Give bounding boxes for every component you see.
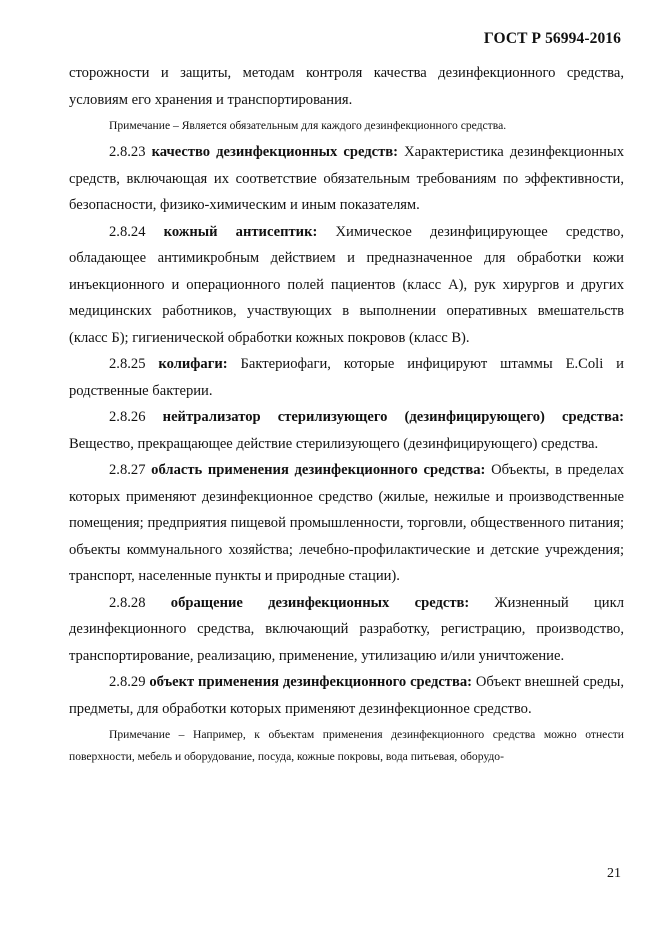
term-number: 2.8.29 [109,674,150,690]
term-entry [69,351,624,404]
term-name: обращение дезинфекционных средств: [170,594,470,611]
note: Примечание – Например, к объектам применения дезинфекционного средства можно отнести поверхности, мебель и оборудование, посуда, кожные покровы, вода питьевая, оборудо- [69,728,624,763]
term-entry [69,404,624,457]
paragraph-continuation: сторожности и защиты, методам контроля качества дезинфекционного средства, условиям его хранения и транспортирования. [69,65,624,108]
term-entry [69,219,624,352]
term-name: кожный антисептик: [163,223,318,240]
term-number: 2.8.28 [109,594,171,611]
term-definition: Объект внешней среды, предметы, для обработки которых применяют дезинфекционное средство. [69,674,625,717]
term-entry [69,457,624,590]
term-definition: Вещество, прекращающее действие стерилизующего (дезинфицирующего) средства. [69,435,599,452]
term-definition: Бактериофаги, которые инфицируют штаммы E.Coli и родственные бактерии. [69,356,624,399]
term-definition: Характеристика дезинфекционных средств, включающая их соответствие обязательным требованиям по эффективности, безопасности, физико-химическим и иным показателям. [69,144,624,213]
note: Примечание – Является обязательным для каждого дезинфекционного средства. [109,119,507,132]
term-name: область применения дезинфекционного средства: [151,462,486,478]
term-name: нейтрализатор стерилизующего (дезинфицирующего) средства: [162,409,624,425]
term-number: 2.8.26 [109,409,163,425]
document-body [69,60,624,768]
term-number: 2.8.27 [109,462,152,478]
term-entry [69,590,624,670]
term-entry [69,139,624,219]
term-number: 2.8.24 [109,223,164,240]
term-entry [69,669,624,722]
term-definition: Химическое дезинфицирующее средство, обладающее антимикробным действием и предназначенное для обработки кожи инъекционного и операционного полей пациентов (класс А), рук хирургов и других медицинских работников, участвующих в выполнении оперативных вмешательств (класс Б); гигиенической обработки кожных покровов (класс В). [69,223,624,346]
term-number: 2.8.25 [109,356,159,372]
term-name: объект применения дезинфекционного средства: [149,674,473,690]
document-header: ГОСТ Р 56994-2016 [483,30,621,47]
term-definition: Жизненный цикл дезинфекционного средства, включающий разработку, регистрацию, производство, транспортирование, реализацию, применение, утилизацию и/или уничтожение. [69,594,624,664]
term-definition: Объекты, в пределах которых применяют дезинфекционное средство (жилые, нежилые и производственные помещения; предприятия пищевой промышленности, торговли, общественного питания; объекты коммунального хозяйства; лечебно-профилактические и детские учреждения; транспорт, населенные пункты и природные стации). [69,462,624,584]
page-number: 21 [607,866,621,881]
term-name: колифаги: [158,356,228,372]
term-number: 2.8.23 [109,144,152,160]
term-name: качество дезинфекционных средств: [151,144,399,160]
